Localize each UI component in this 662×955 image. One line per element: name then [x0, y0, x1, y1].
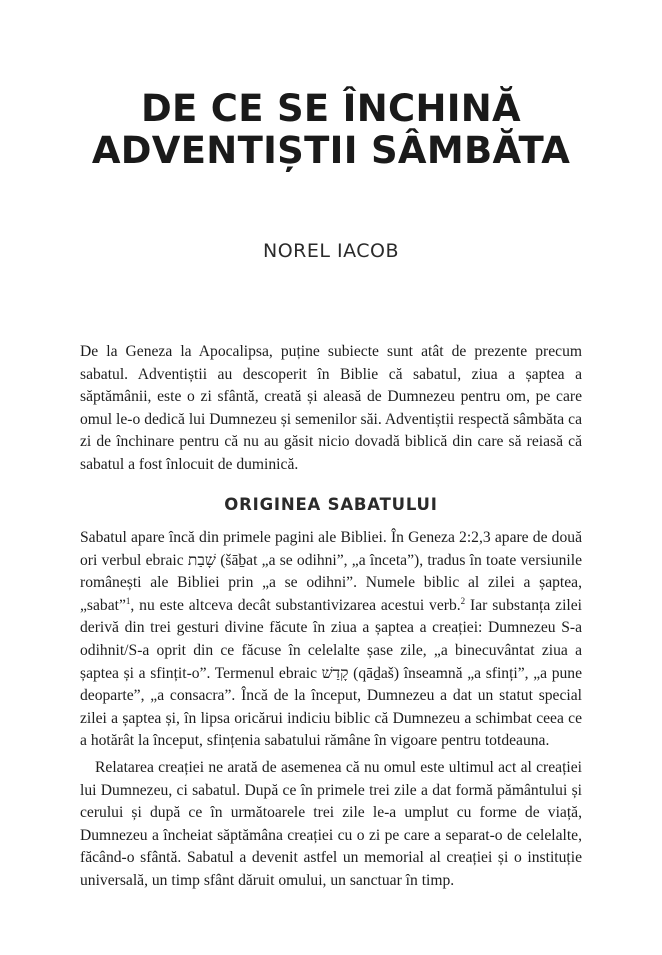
footnote-marker-2: 2 — [460, 595, 466, 606]
chapter-title — [40, 88, 622, 172]
body-paragraph-1-part-1: Sabatul apare încă din primele pagini ale Bibliei. În Geneza 2:2,3 apare de două ori verbul ebraic שָׁבַת (šāḇat „a se odihni”, „a înceta”), tradus în toate versiunile românești ale Bibliei prin „a se odihni”. Numele biblic al zilei a șaptea, „sabat” — [80, 529, 582, 614]
body-paragraph-1-part-2: , nu este altceva decât substantivizarea acestui verb. — [130, 596, 461, 614]
section-body — [80, 527, 582, 893]
author-name: NOREL IACOB — [262, 240, 400, 262]
footnote-marker-1: 1 — [125, 595, 131, 606]
body-paragraph-1 — [80, 527, 582, 753]
chapter-title-line-1: DE CE SE ÎNCHINĂ — [140, 87, 521, 130]
intro-paragraph: De la Geneza la Apocalipsa, puține subiecte sunt atât de prezente precum sabatul. Adventiștii au descoperit în Biblie că sabatul, ziua a șaptea a săptămânii, este o zi sfântă, creată și aleasă de Dumnezeu pentru om, pe care omul le-o dedică lui Dumnezeu și semenilor săi. Adventiștii respectă sâmbăta ca zi de închinare pentru că nu au găsit nicio dovadă biblică din care să reiasă că sabatul a fost înlocuit de duminică. — [80, 343, 582, 473]
section-heading: ORIGINEA SABATULUI — [224, 495, 438, 514]
body-paragraph-2: Relatarea creației ne arată de asemenea că nu omul este ultimul act al creației lui Dumnezeu, ci sabatul. După ce în primele trei zile a dat formă pământului și cerului și după ce în următoarele trei zile le-a umplut cu forme de viață, Dumnezeu a încheiat săptămâna creației cu o zi pe care a separat-o de celelalte, făcând-o sfântă. Sabatul a devenit astfel un memorial al creației și o instituție universală, un timp sfânt dăruit omului, un sanctuar în timp. — [80, 758, 582, 889]
body-paragraph-1-part-3: Iar substanța zilei derivă din trei gesturi divine făcute în ziua a șaptea a creației: Dumnezeu S-a odihnit/S-a oprit din ce făcuse în celelalte șase zile, „a binecuvântat ziua a șaptea și a sfințit-o”. Termenul ebraic קָדַשׁ (qāḏaš) înseamnă „a sfinți”, „a pune deoparte”, „a consacra”. Încă de la început, Dumnezeu a dat un statut special zilei a șaptea și, în lipsa oricărui indiciu biblic că Dumnezeu a schimbat ceea ce a hotărât la început, sfințenia sabatului rămâne în vigoare pentru totdeauna. — [80, 596, 583, 750]
chapter-title-line-2: ADVENTIȘTII SÂMBĂTA — [91, 129, 571, 172]
